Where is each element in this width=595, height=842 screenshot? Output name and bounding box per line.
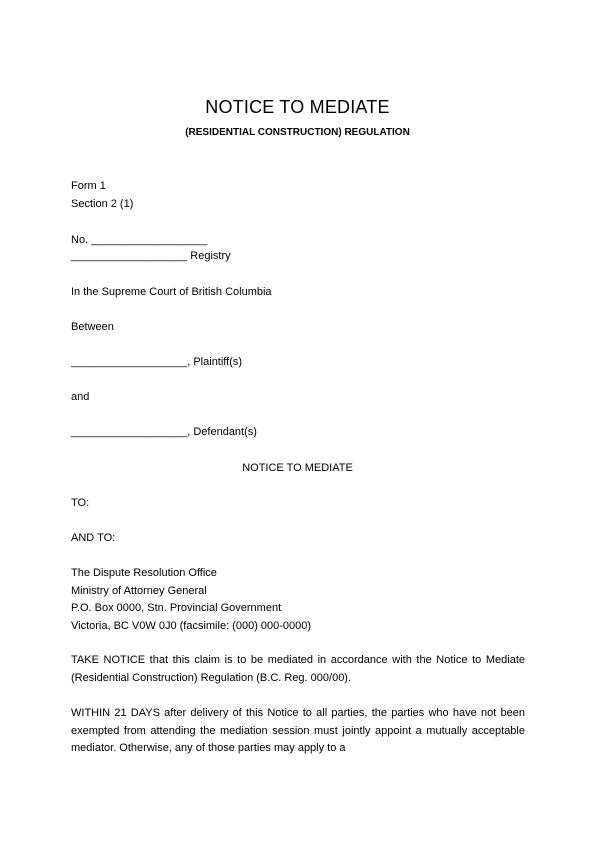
take-notice-paragraph: TAKE NOTICE that this claim is to be mediated in accordance with the Notice to Mediate (Residential Construction) Regulation (B.C. Reg. 000/00). bbox=[71, 654, 525, 684]
defendant-line: ___________________, Defendant(s) bbox=[71, 426, 257, 438]
address-line-2: Ministry of Attorney General bbox=[71, 585, 207, 597]
document-title: NOTICE TO MEDIATE bbox=[205, 97, 390, 117]
and-label: and bbox=[71, 391, 90, 403]
registry-line: ___________________ Registry bbox=[71, 250, 231, 262]
between-label: Between bbox=[71, 321, 114, 333]
plaintiff-line: ___________________, Plaintiff(s) bbox=[71, 356, 243, 368]
and-to-label: AND TO: bbox=[71, 532, 116, 544]
section-reference: Section 2 (1) bbox=[71, 198, 134, 210]
within-21-days-paragraph: WITHIN 21 DAYS after delivery of this Notice to all parties, the parties who have not been exempted from attending the mediation session must jointly appoint a mutually acceptable mediator. Otherwise, any of those parties may apply to a bbox=[71, 707, 525, 754]
address-line-1: The Dispute Resolution Office bbox=[71, 567, 217, 579]
address-line-4: Victoria, BC V0W 0J0 (facsimile: (000) 000-0000) bbox=[71, 620, 312, 632]
to-label: TO: bbox=[71, 497, 90, 509]
document-subtitle: (RESIDENTIAL CONSTRUCTION) REGULATION bbox=[185, 127, 410, 138]
address-line-3: P.O. Box 0000, Stn. Provincial Government bbox=[71, 602, 282, 614]
court-name: In the Supreme Court of British Columbia bbox=[71, 286, 272, 298]
case-number-line: No. ___________________ bbox=[71, 234, 208, 246]
form-number: Form 1 bbox=[71, 180, 106, 192]
notice-heading: NOTICE TO MEDIATE bbox=[242, 462, 353, 474]
